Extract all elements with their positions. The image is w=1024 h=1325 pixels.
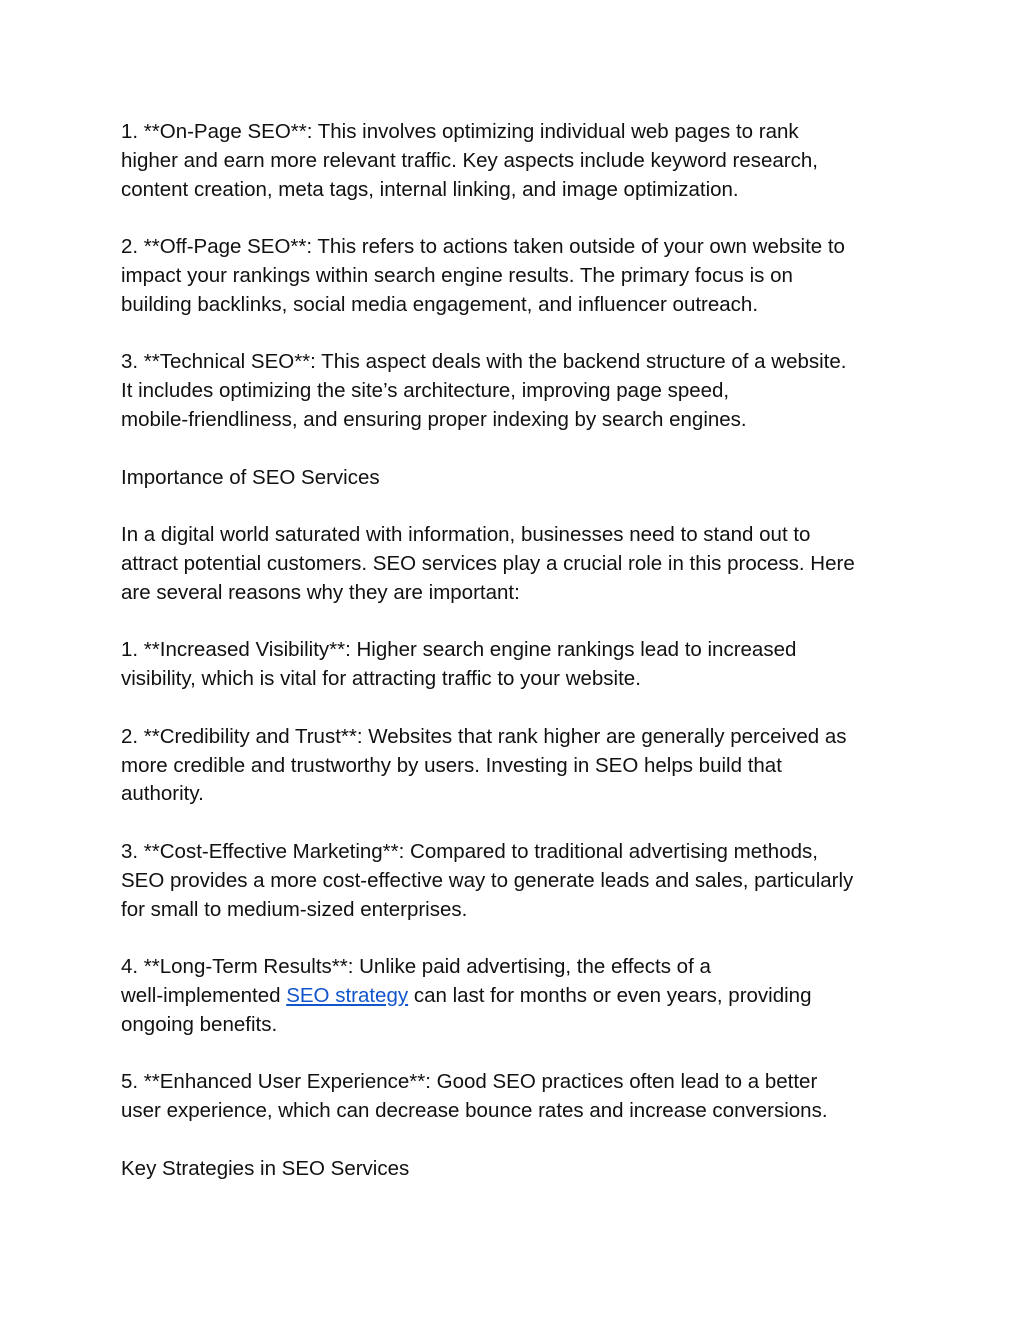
paragraph-line: impact your rankings within search engine results. The primary focus is on (121, 263, 793, 287)
paragraph-line: higher and earn more relevant traffic. Key aspects include keyword research, (121, 148, 818, 172)
line-text-before-link: well-implemented (121, 983, 287, 1007)
on-page-seo-paragraph (121, 118, 911, 204)
paragraph-line: are several reasons why they are important: (121, 580, 520, 604)
paragraph-line: user experience, which can decrease bounce rates and increase conversions. (121, 1099, 828, 1123)
paragraph-line: In a digital world saturated with information, businesses need to stand out to (121, 523, 811, 547)
paragraph-line: mobile-friendliness, and ensuring proper indexing by search engines. (121, 407, 747, 431)
paragraph-line: 3. **Cost-Effective Marketing**: Compared to traditional advertising methods, (121, 839, 818, 863)
paragraph-line: for small to medium-sized enterprises. (121, 897, 468, 921)
importance-heading (121, 464, 911, 493)
paragraph-line: 5. **Enhanced User Experience**: Good SEO practices often lead to a better (121, 1070, 818, 1094)
paragraph-line: SEO provides a more cost-effective way to generate leads and sales, particularly (121, 868, 854, 892)
paragraph-line: more credible and trustworthy by users. Investing in SEO helps build that (121, 753, 782, 777)
long-term-paragraph (121, 953, 911, 1039)
paragraph-line: building backlinks, social media engagement, and influencer outreach. (121, 292, 759, 316)
paragraph-line: 3. **Technical SEO**: This aspect deals with the backend structure of a website. (121, 350, 847, 374)
credibility-paragraph (121, 723, 911, 809)
document-page (121, 118, 911, 1212)
paragraph-line: It includes optimizing the site’s architecture, improving page speed, (121, 379, 730, 403)
strategies-heading (121, 1155, 911, 1184)
cost-effective-paragraph (121, 838, 911, 924)
paragraph-line: attract potential customers. SEO services play a crucial role in this process. Here (121, 551, 855, 575)
line-text-after-link: can last for months or even years, providing (408, 983, 812, 1007)
paragraph-line: 4. **Long-Term Results**: Unlike paid advertising, the effects of a (121, 955, 711, 979)
paragraph-line: 1. **On-Page SEO**: This involves optimizing individual web pages to rank (121, 120, 799, 143)
paragraph-line: 1. **Increased Visibility**: Higher search engine rankings lead to increased (121, 638, 797, 662)
paragraph-line: content creation, meta tags, internal linking, and image optimization. (121, 177, 739, 201)
paragraph-line: authority. (121, 782, 204, 806)
user-experience-paragraph (121, 1068, 911, 1126)
seo-strategy-link[interactable]: SEO strategy (286, 983, 409, 1007)
paragraph-line: ongoing benefits. (121, 1012, 278, 1036)
visibility-paragraph (121, 636, 911, 694)
paragraph-line-with-link (121, 982, 911, 1011)
paragraph-line: visibility, which is vital for attracting traffic to your website. (121, 667, 641, 691)
paragraph-line: 2. **Off-Page SEO**: This refers to actions taken outside of your own website to (121, 235, 845, 259)
technical-seo-paragraph (121, 348, 911, 434)
heading-text: Key Strategies in SEO Services (121, 1156, 410, 1180)
intro-paragraph (121, 521, 911, 607)
off-page-seo-paragraph (121, 233, 911, 319)
paragraph-line: 2. **Credibility and Trust**: Websites that rank higher are generally perceived as (121, 724, 847, 748)
heading-text: Importance of SEO Services (121, 465, 380, 489)
